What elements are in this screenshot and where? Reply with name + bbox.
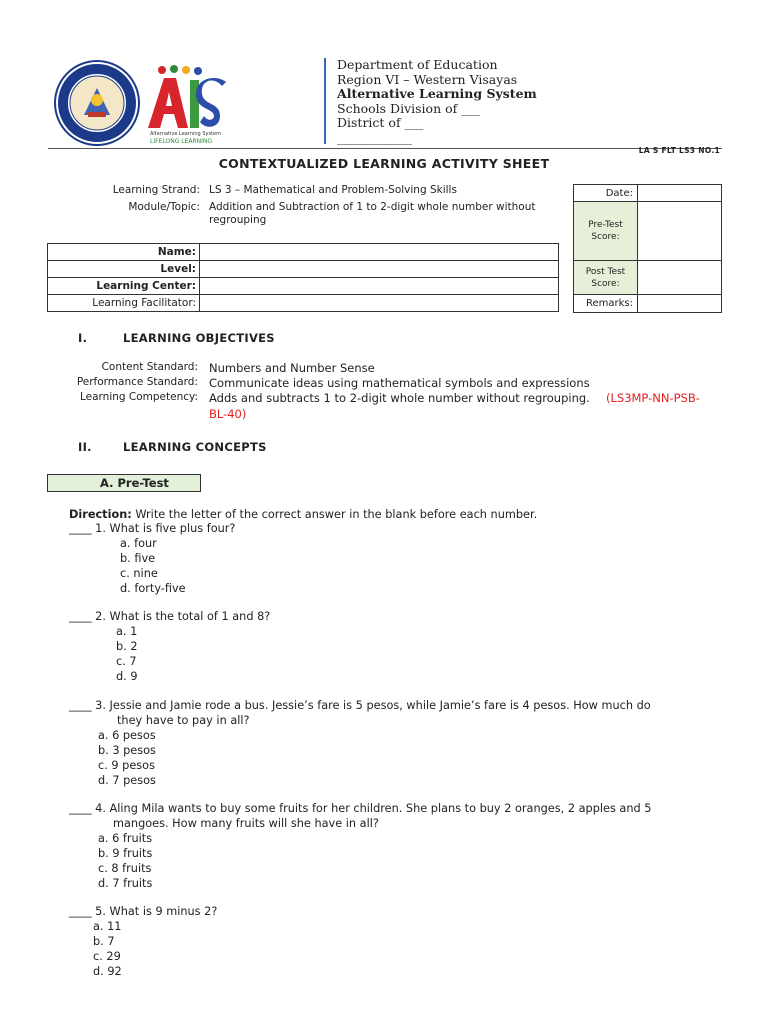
section-title-objectives: LEARNING OBJECTIVES — [123, 331, 275, 345]
remarks-label: Remarks: — [574, 295, 638, 313]
answer-option: c. 29 — [93, 950, 121, 963]
als-tagline: LIFELONG LEARNING — [150, 138, 213, 145]
strand-label: Learning Strand: — [112, 184, 200, 196]
answer-option: c. nine — [120, 567, 158, 580]
content-standard-value: Numbers and Number Sense — [209, 361, 375, 375]
level-field[interactable] — [200, 261, 559, 278]
date-field[interactable] — [638, 185, 722, 202]
name-label: Name: — [48, 244, 200, 261]
question-item — [69, 698, 651, 788]
performance-standard-label: Performance Standard: — [76, 376, 198, 388]
posttest-score-label: Post Test Score: — [574, 261, 638, 295]
section-number: II. — [78, 440, 92, 454]
learning-facilitator-field[interactable] — [200, 295, 559, 312]
strand-value: LS 3 – Mathematical and Problem-Solving Skills — [209, 184, 457, 196]
learning-facilitator-label: Learning Facilitator: — [48, 295, 200, 312]
learning-center-field[interactable] — [200, 278, 559, 295]
deped-seal-logo — [54, 60, 140, 146]
learning-competency-value: Adds and subtracts 1 to 2-digit whole number without regrouping. — [209, 391, 590, 405]
direction-label: Direction: — [69, 508, 132, 521]
las-code: LA S FLT LS3 NO.1 — [638, 146, 720, 155]
dept-line: Schools Division of ___ — [337, 100, 480, 116]
score-table — [573, 184, 722, 313]
answer-option: a. 6 fruits — [98, 832, 153, 845]
question-text: ____ 1. What is five plus four? — [69, 522, 236, 535]
answer-option: b. 3 pesos — [98, 744, 156, 757]
department-block — [337, 58, 537, 145]
question-text-cont: they have to pay in all? — [117, 714, 250, 727]
direction — [69, 507, 537, 522]
section-number: I. — [78, 331, 88, 345]
remarks-field[interactable] — [638, 295, 722, 313]
learning-competency-label: Learning Competency: — [79, 391, 198, 403]
competency-code: (LS3MP-NN-PSB- — [606, 391, 700, 405]
answer-option: a. four — [120, 537, 157, 550]
dept-line: ____________ — [337, 129, 412, 145]
question-item — [69, 521, 235, 596]
dept-line: Alternative Learning System — [337, 86, 537, 101]
dept-line: Region VI – Western Visayas — [337, 71, 518, 87]
answer-option: b. five — [120, 552, 156, 565]
module-value: Addition and Subtraction of 1 to 2-digit whole number without regrouping — [209, 201, 536, 226]
question-item — [69, 904, 217, 979]
header-divider — [324, 58, 326, 144]
answer-option: d. 7 fruits — [98, 877, 153, 890]
dept-line: District of ___ — [337, 115, 424, 130]
question-text: ____ 3. Jessie and Jamie rode a bus. Jessie’s fare is 5 pesos, while Jamie’s fare is 4 pesos. How much do — [69, 699, 651, 712]
level-label: Level: — [48, 261, 200, 278]
module-label: Module/Topic: — [128, 201, 200, 213]
als-sub-text: Alternative Learning System — [150, 131, 221, 137]
posttest-score-field[interactable] — [638, 261, 722, 295]
question-item — [69, 801, 651, 891]
answer-option: d. forty-five — [120, 582, 186, 595]
direction-text: Write the letter of the correct answer in the blank before each number. — [135, 508, 538, 521]
learning-center-label: Learning Center: — [48, 278, 200, 295]
answer-option: b. 9 fruits — [98, 847, 153, 860]
question-text: ____ 5. What is 9 minus 2? — [69, 905, 218, 918]
question-text: ____ 4. Aling Mila wants to buy some fruits for her children. She plans to buy 2 oranges, 2 apples and 5 — [69, 802, 652, 815]
answer-option: a. 11 — [93, 920, 122, 933]
answer-option: c. 8 fruits — [98, 862, 152, 875]
pretest-score-field[interactable] — [638, 202, 722, 261]
answer-option: d. 9 — [116, 670, 138, 683]
name-field[interactable] — [200, 244, 559, 261]
learner-info-table — [47, 243, 559, 312]
answer-option: b. 7 — [93, 935, 115, 948]
header-rule — [48, 148, 722, 149]
answer-option: b. 2 — [116, 640, 138, 653]
dept-line: Department of Education — [337, 57, 498, 72]
als-logo — [144, 64, 228, 146]
question-text: ____ 2. What is the total of 1 and 8? — [69, 610, 271, 623]
answer-option: c. 7 — [116, 655, 137, 668]
section-title-concepts: LEARNING CONCEPTS — [123, 440, 267, 454]
pretest-score-label: Pre-Test Score: — [574, 202, 638, 261]
sheet-title: CONTEXTUALIZED LEARNING ACTIVITY SHEET — [218, 156, 550, 171]
answer-option: c. 9 pesos — [98, 759, 155, 772]
date-label: Date: — [574, 185, 638, 202]
question-item — [69, 609, 270, 684]
pretest-heading: A. Pre-Test — [47, 474, 201, 492]
answer-option: d. 7 pesos — [98, 774, 156, 787]
content-standard-label: Content Standard: — [101, 361, 198, 373]
answer-option: d. 92 — [93, 965, 122, 978]
answer-option: a. 6 pesos — [98, 729, 156, 742]
answer-option: a. 1 — [116, 625, 138, 638]
competency-code-cont: BL-40) — [209, 407, 247, 421]
question-text-cont: mangoes. How many fruits will she have in all? — [113, 817, 379, 830]
performance-standard-value: Communicate ideas using mathematical symbols and expressions — [209, 376, 590, 390]
